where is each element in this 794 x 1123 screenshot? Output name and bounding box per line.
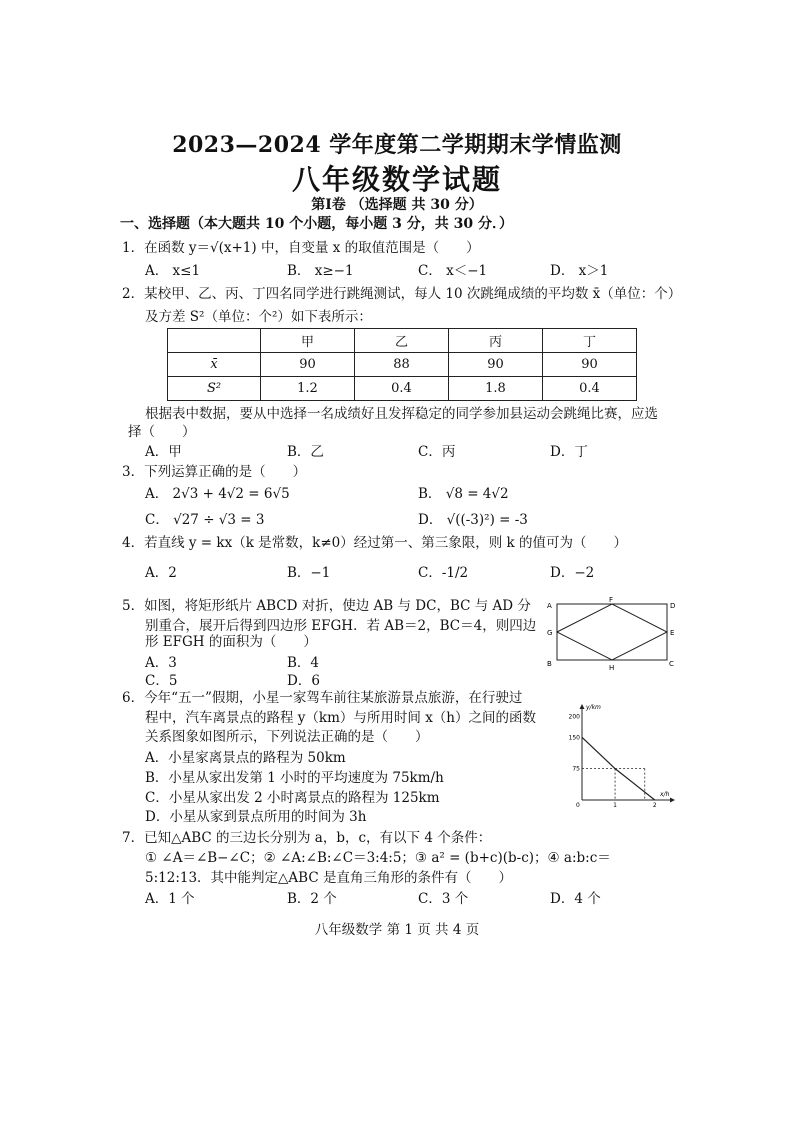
table-header-cell: 甲 — [261, 329, 355, 353]
q2-follow-line1: 根据表中数据，要从中选择一名成绩好且发挥稳定的同学参加县运动会跳绳比赛，应选 — [145, 406, 658, 422]
q2-stem-line1: 2．某校甲、乙、丙、丁四名同学进行跳绳测试，每人 10 次跳绳成绩的平均数 x̄（单位：个） — [122, 286, 682, 302]
q3-option-a: A． 2√3 + 4√2 = 6√5 — [145, 486, 290, 502]
q2-option-c: C．丙 — [418, 444, 456, 460]
table-row-label: S² — [168, 377, 261, 401]
q1-option-b: B． x≥−1 — [287, 263, 354, 279]
rectangle-abcd — [557, 604, 667, 660]
q1-stem: 1．在函数 y＝√(x+1) 中，自变量 x 的取值范围是（ ） — [122, 240, 480, 256]
x-tick-label: 1 — [613, 802, 617, 809]
label-g: G — [547, 629, 553, 637]
q6-option-b: B．小星从家出发第 1 小时的平均速度为 75km/h — [145, 770, 444, 786]
q5-rectangle-figure — [544, 596, 680, 672]
table-cell: 90 — [449, 353, 543, 377]
q5-option-d: D．6 — [287, 673, 320, 689]
y-tick-label: 200 — [568, 713, 580, 721]
q4-option-a: A．2 — [145, 565, 177, 581]
q2-option-b: B．乙 — [287, 444, 324, 460]
label-e: E — [670, 629, 675, 637]
q4-option-c: C．-1/2 — [418, 565, 469, 581]
label-d: D — [670, 602, 676, 610]
table-header-cell — [168, 329, 261, 353]
table-cell: 0.4 — [543, 377, 637, 401]
q7-stem-line1: 7．已知△ABC 的三边长分别为 a，b，c，有以下 4 个条件： — [122, 830, 492, 846]
table-cell: 0.4 — [355, 377, 449, 401]
label-f: F — [609, 596, 614, 604]
q3-option-c: C． √27 ÷ √3 = 3 — [145, 512, 265, 528]
label-b: B — [547, 660, 552, 668]
q7-option-a: A．1 个 — [145, 891, 195, 907]
table-cell: 1.2 — [261, 377, 355, 401]
q7-option-d: D．4 个 — [550, 891, 601, 907]
q7-stem-line3: 5:12:13．其中能判定△ABC 是直角三角形的条件有（ ） — [145, 870, 512, 886]
table-row — [168, 377, 637, 401]
table-cell: 1.8 — [449, 377, 543, 401]
q7-stem-line2: ① ∠A＝∠B−∠C；② ∠A:∠B:∠C＝3:4:5；③ a² = (b+c)(b-c)；④ a:b:c＝ — [145, 850, 611, 866]
table-row — [168, 353, 637, 377]
x-axis-arrow-icon — [670, 798, 675, 803]
q6-option-d: D．小星从家到景点所用的时间为 3h — [145, 809, 367, 825]
q4-stem: 4．若直线 y = kx（k 是常数，k≠0）经过第一、第三象限，则 k 的值可为（ ） — [122, 535, 628, 551]
q1-option-d: D． x＞1 — [550, 263, 609, 279]
table-cell: 90 — [543, 353, 637, 377]
q5-option-b: B．4 — [287, 655, 320, 671]
q1-option-a: A． x≤1 — [145, 263, 201, 279]
q2-option-d: D．丁 — [550, 444, 588, 460]
q6-option-c: C．小星从家出发 2 小时离景点的路程为 125km — [145, 790, 440, 806]
q7-option-c: C．3 个 — [418, 891, 469, 907]
q6-stem-line2: 程中，汽车离景点的路程 y（km）与所用时间 x（h）之间的函数 — [145, 710, 536, 726]
q3-stem: 3．下列运算正确的是（ ） — [122, 464, 307, 480]
page-footer: 八年级数学 第 1 页 共 4 页 — [314, 922, 480, 938]
q4-option-b: B．−1 — [287, 565, 331, 581]
q6-stem-line3: 关系图象如图所示，下列说法正确的是（ ） — [145, 729, 429, 745]
q4-option-d: D．−2 — [550, 565, 595, 581]
q2-option-a: A．甲 — [145, 444, 182, 460]
q2-table — [167, 328, 637, 401]
q5-stem-line1: 5．如图，将矩形纸片 ABCD 对折，使边 AB 与 DC，BC 与 AD 分 — [122, 598, 531, 614]
section-title: 第Ⅰ卷 （选择题 共 30 分） — [311, 197, 483, 213]
q2-stem-line2: 及方差 S²（单位：个²）如下表所示： — [145, 309, 372, 325]
rhombus-efgh — [557, 604, 667, 660]
table-header-cell: 丁 — [543, 329, 637, 353]
table-row — [168, 329, 637, 353]
q5-option-a: A．3 — [145, 655, 177, 671]
table-cell: 88 — [355, 353, 449, 377]
y-axis-arrow-icon — [580, 704, 585, 709]
q3-option-b: B． √8 = 4√2 — [418, 486, 509, 502]
table-row-label: x̄ — [168, 353, 261, 377]
exam-title-line1: 2023—2024 学年度第二学期期末学情监测 — [172, 132, 622, 158]
q6-option-a: A．小星家离景点的路程为 50km — [145, 750, 346, 766]
table-header-cell: 乙 — [355, 329, 449, 353]
q6-distance-time-graph — [560, 700, 680, 812]
q5-stem-line2: 别重合，展开后得到四边形 EFGH．若 AB＝2，BC＝4，则四边 — [145, 618, 537, 634]
label-h: H — [609, 664, 615, 672]
x-tick-label: 2 — [652, 802, 657, 809]
q7-option-b: B．2 个 — [287, 891, 337, 907]
exam-title-line2: 八年级数学试题 — [291, 163, 502, 196]
q5-option-c: C．5 — [145, 673, 178, 689]
table-cell: 90 — [261, 353, 355, 377]
q1-option-c: C． x＜−1 — [418, 263, 488, 279]
label-a: A — [547, 602, 552, 610]
x-axis-label: x/h — [660, 791, 670, 798]
q3-option-d: D． √((-3)²) = -3 — [418, 512, 528, 528]
y-tick-label: 75 — [572, 765, 580, 773]
origin-label: 0 — [576, 802, 580, 809]
table-header-cell: 丙 — [449, 329, 543, 353]
y-axis-label: y/km — [586, 704, 601, 711]
label-c: C — [669, 660, 674, 668]
y-tick-label: 150 — [568, 734, 580, 742]
q6-stem-line1: 6．今年“五一”假期，小星一家驾车前往某旅游景点旅游，在行驶过 — [122, 690, 523, 706]
q5-stem-line3: 形 EFGH 的面积为（ ） — [145, 634, 317, 650]
q2-follow-line2: 择（ ） — [128, 424, 196, 440]
part-heading: 一、选择题（本大题共 10 个小题，每小题 3 分，共 30 分．） — [120, 216, 513, 232]
